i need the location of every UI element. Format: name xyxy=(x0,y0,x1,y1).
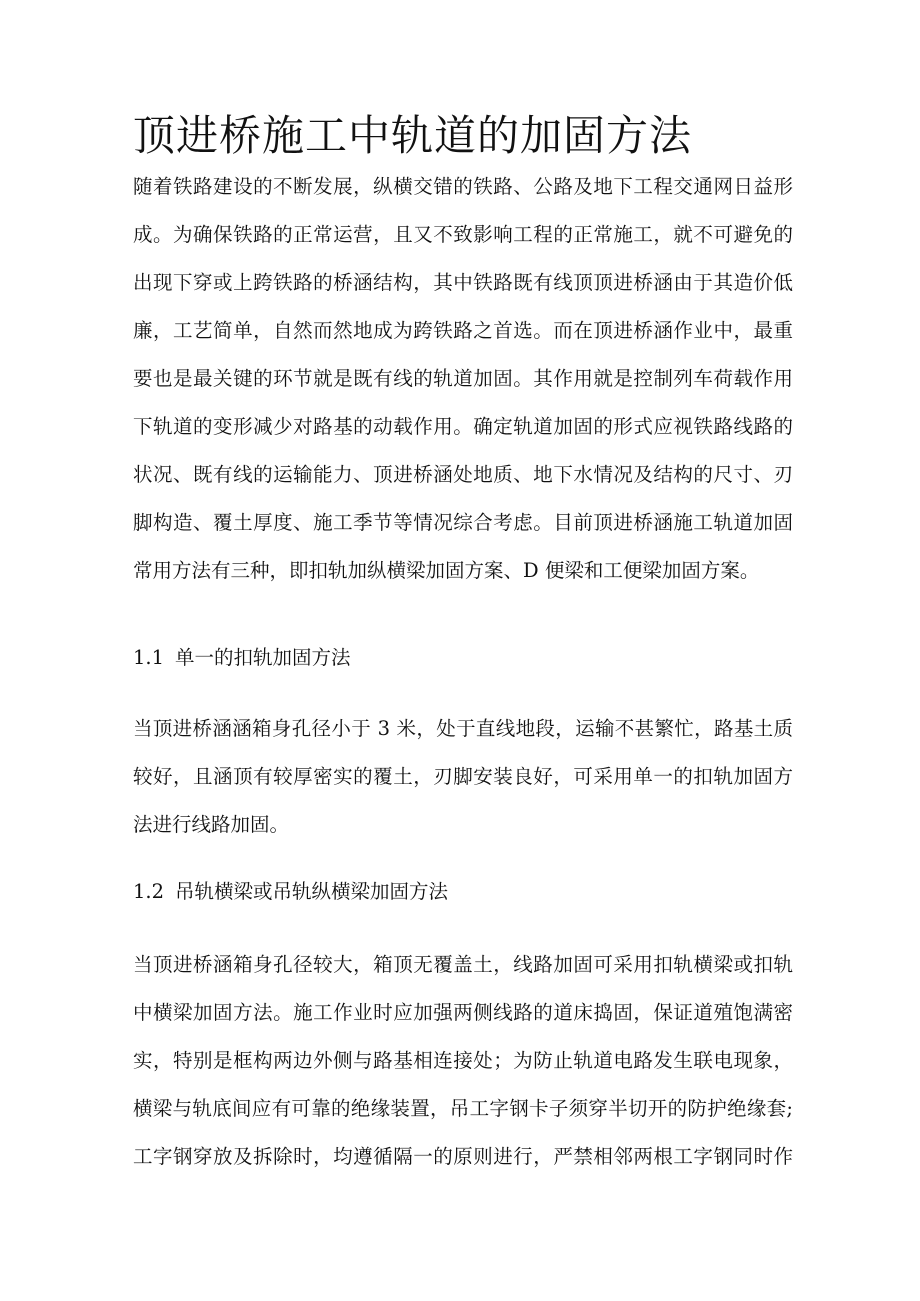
paragraph-line: 当顶进桥涵涵箱身孔径小于 3 米，处于直线地段，运输不甚繁忙，路基土质 xyxy=(133,717,793,740)
paragraph-line: 工字钢穿放及拆除时，均遵循隔一的原则进行，严禁相邻两根工字钢同时作 xyxy=(133,1145,793,1168)
paragraph-line: 廉，工艺简单，自然而然地成为跨铁路之首选。而在顶进桥涵作业中，最重 xyxy=(133,319,793,342)
paragraph-line: 下轨道的变形减少对路基的动载作用。确定轨道加固的形式应视铁路线路的 xyxy=(133,415,793,438)
paragraph-line: 脚构造、覆土厚度、施工季节等情况综合考虑。目前顶进桥涵施工轨道加固 xyxy=(133,511,793,534)
intro-paragraph xyxy=(133,163,793,595)
section-number: 1.1 xyxy=(133,646,165,669)
paragraph-line: 实，特别是框构两边外侧与路基相连接处；为防止轨道电路发生联电现象， xyxy=(133,1049,793,1072)
paragraph-line: 横梁与轨底间应有可靠的绝缘装置，吊工字钢卡子须穿半切开的防护绝缘套; xyxy=(133,1097,793,1120)
section-title: 单一的扣轨加固方法 xyxy=(175,646,351,669)
paragraph-line: 要也是最关键的环节就是既有线的轨道加固。其作用就是控制列车荷载作用 xyxy=(133,367,793,390)
paragraph-line: 法进行线路加固。 xyxy=(133,813,290,836)
section-heading-1-2 xyxy=(133,877,448,907)
paragraph-line: 当顶进桥涵箱身孔径较大，箱顶无覆盖土，线路加固可采用扣轨横梁或扣轨 xyxy=(133,953,793,976)
paragraph-line: 随着铁路建设的不断发展，纵横交错的铁路、公路及地下工程交通网日益形 xyxy=(133,175,793,198)
section-heading-1-1 xyxy=(133,643,351,673)
paragraph-line: 较好，且涵顶有较厚密实的覆土，刃脚安装良好，可采用单一的扣轨加固方 xyxy=(133,765,793,788)
paragraph-line: 成。为确保铁路的正常运营，且又不致影响工程的正常施工，就不可避免的 xyxy=(133,223,793,246)
section-number: 1.2 xyxy=(133,880,165,903)
paragraph-line: 出现下穿或上跨铁路的桥涵结构，其中铁路既有线顶顶进桥涵由于其造价低 xyxy=(133,271,793,294)
paragraph-line: 中横梁加固方法。施工作业时应加强两侧线路的道床捣固，保证道殖饱满密 xyxy=(133,1001,793,1024)
paragraph-line: 状况、既有线的运输能力、顶进桥涵处地质、地下水情况及结构的尺寸、刃 xyxy=(133,463,793,486)
section-title: 吊轨横梁或吊轨纵横梁加固方法 xyxy=(175,880,449,903)
section-1-2-paragraph xyxy=(133,941,793,1181)
section-1-1-paragraph xyxy=(133,705,793,849)
document-title: 顶进桥施工中轨道的加固方法 xyxy=(133,111,693,160)
paragraph-line: 常用方法有三种，即扣轨加纵横梁加固方案、D 便梁和工便梁加固方案。 xyxy=(133,559,760,582)
